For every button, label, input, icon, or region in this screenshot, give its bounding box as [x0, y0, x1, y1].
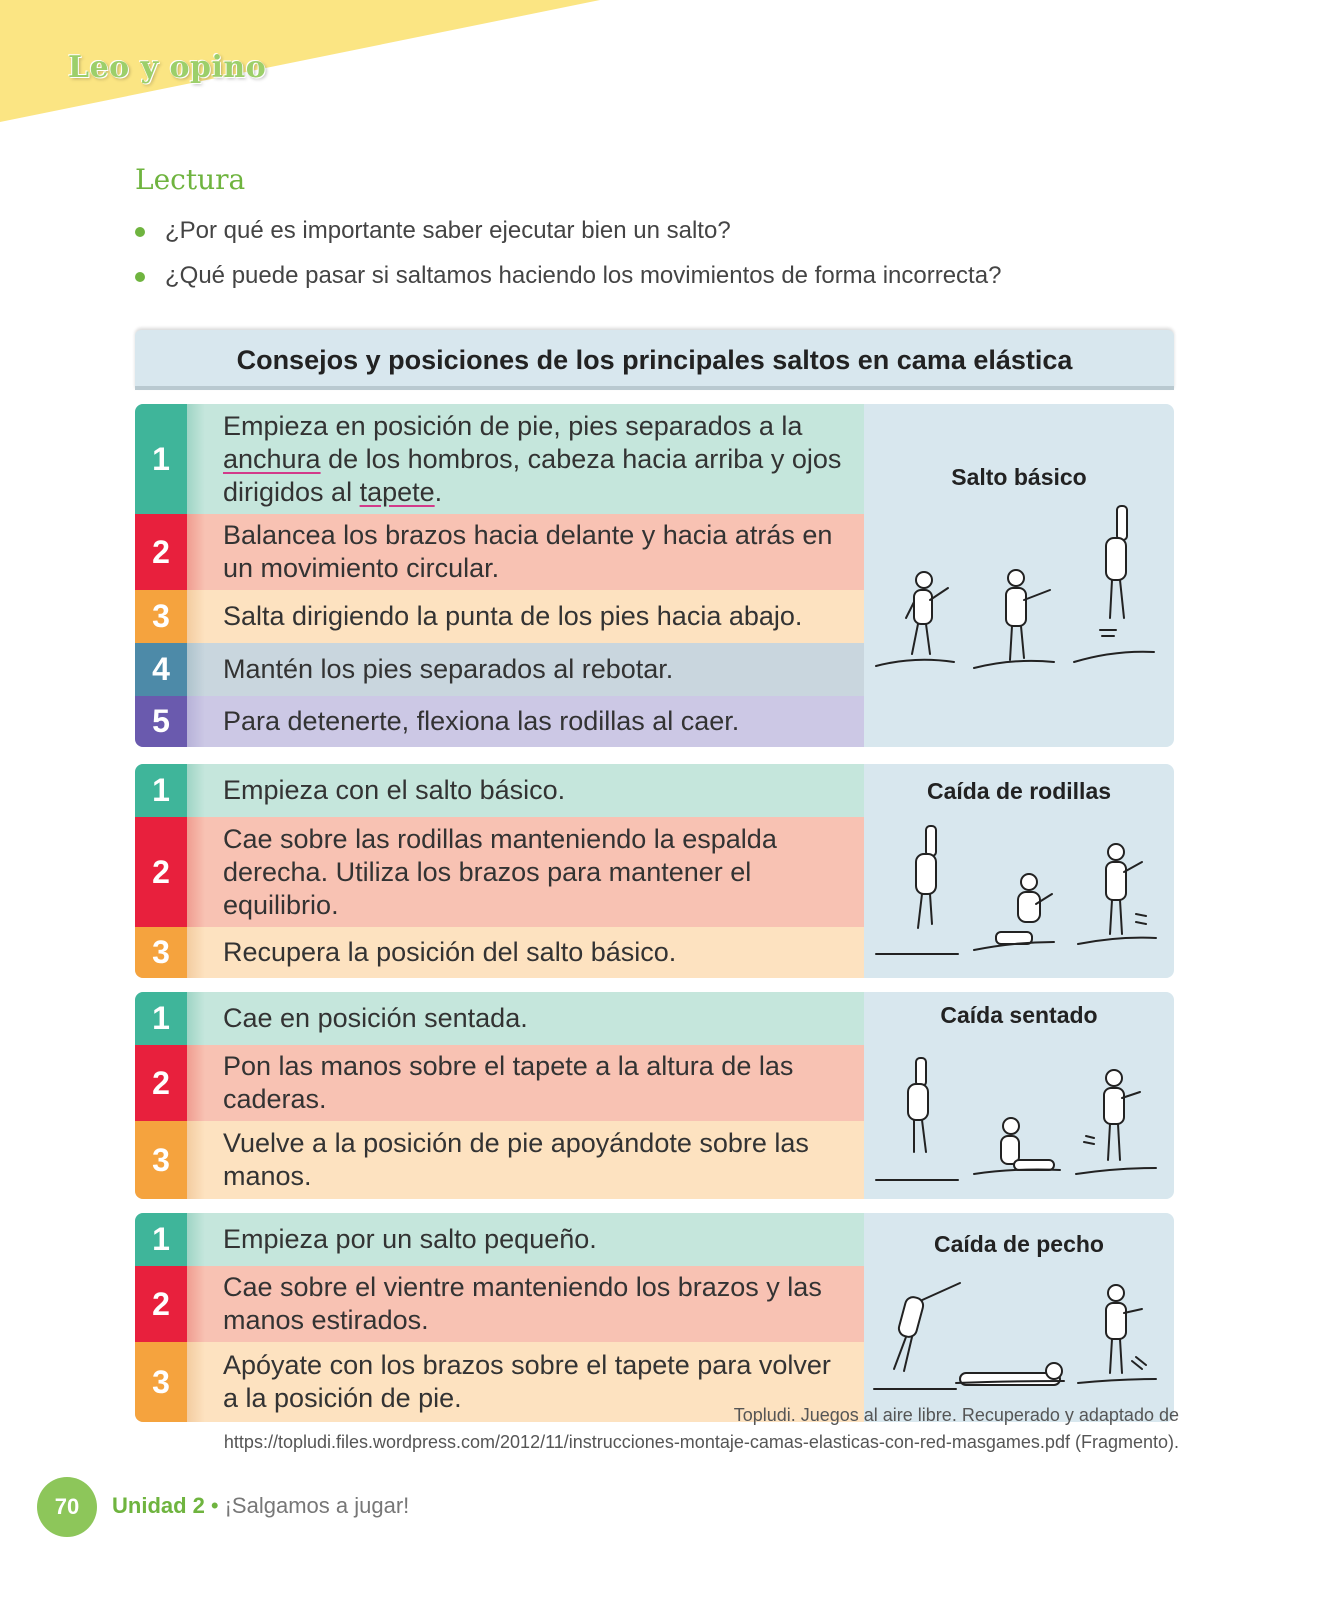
jump-block-caida-rodillas: [135, 764, 1174, 978]
step-number: 1: [135, 764, 187, 817]
question-item: [133, 260, 1001, 305]
step-text: Cae en posición sentada.: [205, 992, 864, 1045]
jump-name: Caída de rodillas: [926, 778, 1112, 804]
section-label: Leo y opino: [68, 50, 267, 85]
credit-line: Topludi. Juegos al aire libre. Recuperado y adaptado de: [733, 1405, 1179, 1425]
step-number: 2: [135, 817, 187, 927]
step-text: Vuelve a la posición de pie apoyándote sobre las manos.: [205, 1121, 864, 1199]
step-number: 5: [135, 696, 187, 747]
step-number: 1: [135, 992, 187, 1045]
credit-url: https://topludi.files.wordpress.com/2012/11/instrucciones-montaje-camas-elasticas-con-red-masgames.pdf (Fragmento).: [223, 1432, 1179, 1452]
caida-sentado-figures-icon: [864, 992, 1174, 1199]
step-row: [135, 590, 864, 643]
step-text: Empieza por un salto pequeño.: [205, 1213, 864, 1266]
bullet-icon: •: [210, 1493, 219, 1518]
step-row: [135, 817, 864, 927]
step-text: Para detenerte, flexiona las rodillas al caer.: [205, 696, 864, 747]
step-row: [135, 1213, 864, 1266]
step-row: [135, 927, 864, 978]
step-row: [135, 1045, 864, 1121]
step-number: 4: [135, 643, 187, 696]
question-text: ¿Qué puede pasar si saltamos haciendo los movimientos de forma incorrecta?: [165, 262, 1002, 289]
step-number: 2: [135, 1045, 187, 1121]
jump-block-caida-pecho: [135, 1213, 1174, 1422]
step-number: 3: [135, 1121, 187, 1199]
step-text: Balancea los brazos hacia delante y hacia atrás en un movimiento circular.: [205, 514, 864, 590]
step-text: Salta dirigiendo la punta de los pies hacia abajo.: [205, 590, 864, 643]
step-text: Cae sobre el vientre manteniendo los brazos y las manos estirados.: [205, 1266, 864, 1342]
step-row: [135, 1121, 864, 1199]
source-credit: [224, 1402, 1179, 1456]
step-number: 3: [135, 927, 187, 978]
salto-basico-figures-icon: [864, 404, 1174, 747]
step-text: Apóyate con los brazos sobre el tapete para volver a la posición de pie.: [205, 1342, 864, 1422]
question-text: ¿Por qué es importante saber ejecutar bien un salto?: [165, 217, 731, 244]
question-item: [133, 215, 1001, 260]
jump-name: Caída de pecho: [934, 1231, 1104, 1257]
bullet-icon: [135, 227, 145, 237]
reading-heading: Lectura: [135, 163, 246, 196]
illustration-panel: [864, 764, 1174, 978]
step-text: Pon las manos sobre el tapete a la altura de las caderas.: [205, 1045, 864, 1121]
step-number: 3: [135, 1342, 187, 1422]
illustration-panel: [864, 404, 1174, 747]
step-text: Recupera la posición del salto básico.: [205, 927, 864, 978]
step-number: 1: [135, 1213, 187, 1266]
unit-title: ¡Salgamos a jugar!: [224, 1493, 410, 1518]
step-text: Empieza con el salto básico.: [205, 764, 864, 817]
step-row: [135, 514, 864, 590]
illustration-panel: [864, 1213, 1174, 1422]
illustration-panel: [864, 992, 1174, 1199]
step-row: [135, 764, 864, 817]
vocab-word: tapete: [359, 476, 435, 507]
step-number: 2: [135, 1266, 187, 1342]
bullet-icon: [135, 272, 145, 282]
vocab-word: anchura: [223, 443, 321, 474]
step-number: 1: [135, 404, 187, 514]
step-row: [135, 1266, 864, 1342]
step-row: [135, 404, 864, 514]
step-row: [135, 643, 864, 696]
jump-block-salto-basico: [135, 404, 1174, 747]
footer-unit-line: [112, 1493, 409, 1519]
jump-name: Caída sentado: [940, 1002, 1098, 1028]
caida-rodillas-figures-icon: [864, 764, 1174, 978]
jump-block-caida-sentado: [135, 992, 1174, 1199]
table-title: Consejos y posiciones de los principales saltos en cama elástica: [135, 330, 1174, 390]
step-text: Mantén los pies separados al rebotar.: [205, 643, 864, 696]
step-row: [135, 992, 864, 1045]
step-text: Cae sobre las rodillas manteniendo la espalda derecha. Utiliza los brazos para mantener el equilibrio.: [205, 817, 864, 927]
reading-questions: [133, 215, 1001, 305]
unit-label: Unidad 2: [112, 1493, 205, 1518]
step-text: Empieza en posición de pie, pies separados a la anchura de los hombros, cabeza hacia arriba y ojos dirigidos al tapete.: [205, 404, 864, 514]
jump-name: Salto básico: [951, 464, 1087, 490]
step-number: 2: [135, 514, 187, 590]
caida-pecho-figures-icon: [864, 1213, 1174, 1422]
step-number: 3: [135, 590, 187, 643]
step-row: [135, 696, 864, 747]
page-number: 70: [37, 1477, 97, 1537]
